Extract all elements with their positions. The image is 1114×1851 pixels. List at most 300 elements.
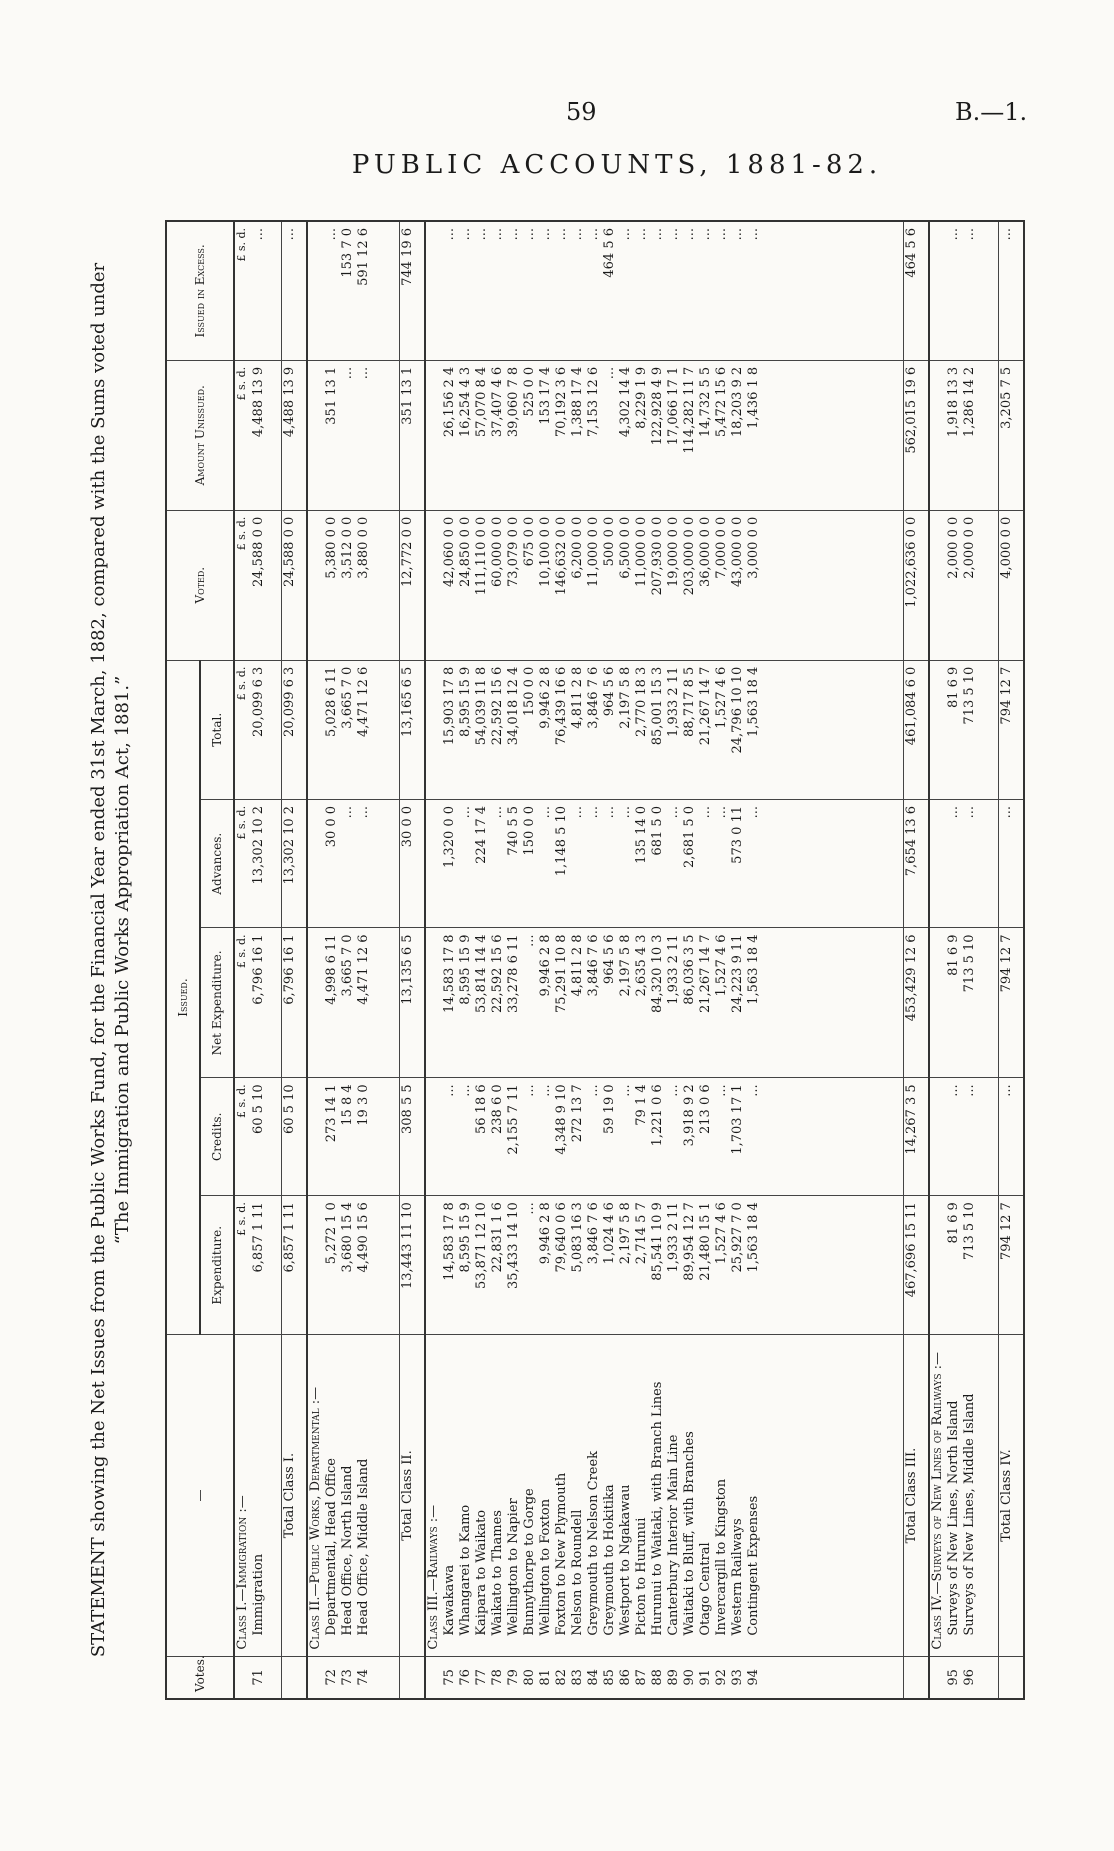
advances-values [307, 799, 400, 928]
class2-total-row [400, 221, 425, 1699]
excess-value: ... [323, 228, 339, 241]
net-value: 75,291 10 8 [553, 934, 569, 1014]
item-names [425, 1335, 904, 1656]
voted-value: 11,000 0 0 [585, 516, 601, 588]
credits-value: ... [585, 1084, 601, 1097]
advances-values [929, 799, 999, 928]
item-name: Head Office, Middle Island [355, 1458, 371, 1636]
credits-value: 59 19 0 [601, 1084, 617, 1134]
expenditure-value: 1,527 4 6 [713, 1202, 729, 1265]
class-total-value: 453,429 12 6 [903, 928, 928, 1078]
unissued-value: 17,066 17 1 [665, 366, 681, 446]
class-total-value: 461,084 6 0 [903, 660, 928, 799]
item-name: Foxton to New Plymouth [553, 1472, 569, 1636]
total-values [425, 660, 904, 799]
vote-number: 93 [729, 1669, 745, 1686]
voted-value: 500 0 0 [601, 516, 617, 567]
total-value: 4,811 2 8 [569, 666, 585, 729]
class-heading: Class III.—Railways :— [425, 1504, 441, 1650]
voted-values [307, 510, 400, 660]
total-value: 5,028 6 11 [323, 666, 339, 737]
voted-value: 36,000 0 0 [697, 516, 713, 588]
advances-value: 150 0 0 [521, 805, 537, 856]
vote-number: 75 [441, 1669, 457, 1686]
advances-value: 224 17 4 [473, 805, 489, 864]
voted-value: 43,000 0 0 [729, 516, 745, 588]
item-name: Picton to Hurunui [633, 1517, 649, 1636]
credits-value: 1,703 17 1 [729, 1084, 745, 1155]
excess-values [234, 221, 282, 360]
item-name: Surveys of New Lines, North Island [945, 1400, 961, 1636]
expenditure-value: 3,680 15 4 [339, 1202, 355, 1273]
vote-number: 72 [323, 1669, 339, 1686]
excess-value: ... [713, 228, 729, 241]
credits-value: ... [961, 1084, 977, 1097]
vote-numbers [307, 1656, 400, 1699]
excess-value: ... [537, 228, 553, 241]
vote-number: 76 [457, 1669, 473, 1686]
expenditure-value: 22,831 1 6 [489, 1202, 505, 1273]
class3-total-row [903, 221, 928, 1699]
item-name: Western Railways [729, 1518, 745, 1636]
total-value: 8,595 15 9 [457, 666, 473, 737]
unissued-value: ... [601, 366, 617, 380]
unissued-value: 1,436 1 8 [745, 366, 761, 429]
credits-value: 19 3 0 [355, 1084, 371, 1126]
net-value: 22,592 15 6 [489, 934, 505, 1014]
credits-value: ... [617, 1084, 633, 1097]
net-values [929, 928, 999, 1078]
class-total-value: 794 12 7 [999, 660, 1024, 799]
expenditure-value: 1,563 18 4 [745, 1202, 761, 1273]
advances-value: ... [355, 805, 371, 819]
excess-value: ... [945, 228, 961, 241]
header-advances: Advances. [200, 799, 234, 928]
voted-value: 146,632 0 0 [553, 516, 569, 596]
class-total-value: 13,302 10 2 [282, 799, 307, 928]
unissued-value: ... [339, 366, 355, 380]
voted-value: 42,060 0 0 [441, 516, 457, 588]
excess-value: ... [521, 228, 537, 241]
credits-value: 213 0 6 [697, 1084, 713, 1134]
vote-number: 84 [585, 1669, 601, 1686]
vote-number: 78 [489, 1669, 505, 1686]
total-value: 21,267 14 7 [697, 666, 713, 746]
class-total-value: 60 5 10 [282, 1078, 307, 1196]
advances-value: ... [601, 805, 617, 819]
net-values [234, 928, 282, 1078]
class1-rows [234, 221, 282, 1699]
excess-value: ... [697, 228, 713, 241]
voted-value: 60,000 0 0 [489, 516, 505, 588]
vote-number: 87 [633, 1669, 649, 1686]
vote-number: 80 [521, 1669, 537, 1686]
total-values [234, 660, 282, 799]
voted-value: 5,380 0 0 [323, 516, 339, 579]
unissued-value: 39,060 7 8 [505, 366, 521, 438]
class-total-value: 30 0 0 [400, 799, 425, 928]
credits-value: ... [665, 1084, 681, 1097]
advances-value: ... [585, 805, 601, 819]
unissued-value: 4,302 14 4 [617, 366, 633, 438]
expenditure-value: 2,714 5 7 [633, 1202, 649, 1265]
expenditure-value: 3,846 7 6 [585, 1202, 601, 1265]
credits-value: 56 18 6 [473, 1084, 489, 1134]
credits-value: 2,155 7 11 [505, 1084, 521, 1155]
voted-value: 10,100 0 0 [537, 516, 553, 588]
expenditure-value: 85,541 10 9 [649, 1202, 665, 1281]
class-total-value: 744 19 6 [400, 221, 425, 360]
voted-value: 6,200 0 0 [569, 516, 585, 579]
vote-numbers [425, 1656, 904, 1699]
units-label: £ s. d. [235, 228, 248, 262]
voted-value: 3,512 0 0 [339, 516, 355, 579]
units-label: £ s. d. [235, 516, 248, 551]
item-name: Departmental, Head Office [323, 1457, 339, 1636]
advances-values [425, 799, 904, 928]
total-value: 15,903 17 8 [441, 666, 457, 746]
vote-number: 96 [961, 1669, 977, 1686]
credits-value: 238 6 0 [489, 1084, 505, 1134]
advances-value: ... [945, 805, 961, 819]
excess-values [307, 221, 400, 360]
total-value: 1,527 4 6 [713, 666, 729, 729]
net-value: 86,036 3 5 [681, 934, 697, 1005]
total-values [929, 660, 999, 799]
advances-value: ... [339, 805, 355, 819]
advances-value: ... [961, 805, 977, 819]
page-number: 59 [566, 98, 597, 126]
units-label: £ s. d. [235, 1084, 248, 1119]
net-value: 33,278 6 11 [505, 934, 521, 1014]
item-name: Waikato to Thames [489, 1510, 505, 1636]
class-total-label: Total Class IV. [999, 1335, 1024, 1656]
class-total-value: 13,165 6 5 [400, 660, 425, 799]
credits-value: 4,348 9 10 [553, 1084, 569, 1155]
credits-value: 3,918 9 2 [681, 1084, 697, 1147]
statement-caption [87, 220, 136, 1700]
unissued-values [234, 360, 282, 510]
net-value: 1,527 4 6 [713, 934, 729, 997]
unissued-value: 122,928 4 9 [649, 366, 665, 446]
net-value: ... [521, 934, 537, 947]
unissued-value: ... [355, 366, 371, 380]
voted-value: 6,500 0 0 [617, 516, 633, 579]
total-value: 24,796 10 10 [729, 666, 745, 754]
vote-number: 92 [713, 1669, 729, 1686]
item-name: Wellington to Napier [505, 1498, 521, 1636]
class4-total-row [999, 221, 1024, 1699]
class4-rows [929, 221, 999, 1699]
advances-value: ... [489, 805, 505, 819]
item-name: Greymouth to Nelson Creek [585, 1450, 601, 1636]
header-issued: Issued. [166, 660, 200, 1335]
net-value: 6,796 16 1 [251, 934, 266, 1005]
net-value: 24,223 9 11 [729, 934, 745, 1014]
statement-title-line2: “The Immigration and Public Works Appropriation Act, 1881.” [112, 675, 134, 1245]
total-value: 2,770 18 3 [633, 666, 649, 737]
net-value: 1,933 2 11 [665, 934, 681, 1005]
expenditure-value: 79,640 0 6 [553, 1202, 569, 1273]
advances-value: ... [617, 805, 633, 819]
item-name: Waitaki to Bluff, with Branches [681, 1431, 697, 1636]
expenditure-values [425, 1196, 904, 1335]
net-value: 9,946 2 8 [537, 934, 553, 997]
advances-value: ... [457, 805, 473, 819]
class-total-value: 467,696 15 11 [903, 1196, 928, 1335]
vote-numbers [234, 1656, 282, 1699]
unissued-value: 1,388 17 4 [569, 366, 585, 438]
total-value: 3,846 7 6 [585, 666, 601, 729]
class-heading: Class IV.—Surveys of New Lines of Railways :— [929, 1351, 945, 1650]
net-value: 84,320 10 3 [649, 934, 665, 1014]
advances-value: ... [697, 805, 713, 819]
item-name: Kaipara to Waikato [473, 1509, 489, 1636]
class-total-label: Total Class I. [282, 1335, 307, 1656]
excess-value: ... [473, 228, 489, 241]
header-total: Total. [200, 660, 234, 799]
credits-value: ... [945, 1084, 961, 1097]
excess-value: ... [585, 228, 601, 241]
class-total-value: 351 13 1 [400, 360, 425, 510]
total-value: 3,665 7 0 [339, 666, 355, 729]
unissued-value: 5,472 15 6 [713, 366, 729, 438]
net-value: 14,583 17 8 [441, 934, 457, 1014]
advances-value: ... [665, 805, 681, 819]
net-value: 4,998 6 11 [323, 934, 339, 1005]
total-value: 150 0 0 [521, 666, 537, 717]
item-name: Wellington to Foxton [537, 1498, 553, 1636]
vote-number: 83 [569, 1669, 585, 1686]
total-value: 20,099 6 3 [251, 666, 266, 737]
expenditure-value: 9,946 2 8 [537, 1202, 553, 1265]
class-total-value: ... [999, 221, 1024, 360]
total-value: 9,946 2 8 [537, 666, 553, 729]
statement-title-line1: STATEMENT showing the Net Issues from the Public Works Fund, for the Financial Year ended 31st March, 1882, compared with the Sums voted under [88, 262, 109, 1658]
advances-values [234, 799, 282, 928]
header-credits: Credits. [200, 1078, 234, 1196]
credits-value: ... [457, 1084, 473, 1097]
class-total-value: 14,267 3 5 [903, 1078, 928, 1196]
expenditure-value: ... [521, 1202, 537, 1215]
vote-number: 77 [473, 1669, 489, 1686]
voted-value: 24,850 0 0 [457, 516, 473, 588]
expenditure-values [234, 1196, 282, 1335]
voted-value: 11,000 0 0 [633, 516, 649, 588]
excess-value: ... [553, 228, 569, 241]
net-values [307, 928, 400, 1078]
item-name: Otago Central [697, 1542, 713, 1636]
voted-value: 7,000 0 0 [713, 516, 729, 579]
excess-value: ... [633, 228, 649, 241]
unissued-value: 114,282 11 7 [681, 366, 697, 454]
item-name: Canterbury Interior Main Line [665, 1434, 681, 1636]
credits-value: ... [441, 1084, 457, 1097]
vote-number: 90 [681, 1669, 697, 1686]
advances-value: ... [745, 805, 761, 819]
excess-value: ... [505, 228, 521, 241]
item-names [929, 1335, 999, 1656]
total-value: 1,933 2 11 [665, 666, 681, 737]
credits-values [234, 1078, 282, 1196]
class-total-value: 4,488 13 9 [282, 360, 307, 510]
vote-number: 88 [649, 1669, 665, 1686]
class-total-value: 12,772 0 0 [400, 510, 425, 660]
excess-value: ... [681, 228, 697, 241]
expenditure-values [307, 1196, 400, 1335]
header-net-expenditure: Net Expenditure. [200, 928, 234, 1078]
advances-value: 681 5 0 [649, 805, 665, 856]
class-total-value: 562,015 19 6 [903, 360, 928, 510]
advances-value: 2,681 5 0 [681, 805, 697, 868]
total-values [307, 660, 400, 799]
excess-values [929, 221, 999, 360]
class1-total-row [282, 221, 307, 1699]
class3-rows [425, 221, 904, 1699]
class-total-value: ... [999, 1078, 1024, 1196]
class-total-value: 13,135 6 5 [400, 928, 425, 1078]
expenditure-value: 1,024 4 6 [601, 1202, 617, 1265]
unissued-values [307, 360, 400, 510]
voted-value: 2,000 0 0 [945, 516, 961, 579]
class-total-value: ... [282, 221, 307, 360]
voted-value: 73,079 0 0 [505, 516, 521, 588]
unissued-value: 7,153 12 6 [585, 366, 601, 438]
item-name: Hurunui to Waitaki, with Branch Lines [649, 1381, 665, 1636]
item-names [307, 1335, 400, 1656]
advances-value: 135 14 0 [633, 805, 649, 864]
net-value: 3,665 7 0 [339, 934, 355, 997]
voted-values [425, 510, 904, 660]
unissued-value: 525 0 0 [521, 366, 537, 417]
class-total-value: 308 5 5 [400, 1078, 425, 1196]
vote-number: 94 [745, 1669, 761, 1686]
header-voted: Voted. [166, 510, 234, 660]
excess-value: ... [961, 228, 977, 241]
voted-value: 2,000 0 0 [961, 516, 977, 579]
unissued-value: 8,229 1 9 [633, 366, 649, 429]
unissued-value: 37,407 4 6 [489, 366, 505, 438]
class-total-value: 6,796 16 1 [282, 928, 307, 1078]
advances-value: ... [569, 805, 585, 819]
total-value: 85,001 15 3 [649, 666, 665, 746]
voted-value: 203,000 0 0 [681, 516, 697, 596]
units-label: £ s. d. [235, 666, 248, 701]
voted-value: 3,880 0 0 [355, 516, 371, 579]
units-label: £ s. d. [235, 1202, 248, 1236]
excess-value: ... [617, 228, 633, 241]
net-value: 81 6 9 [945, 934, 961, 976]
expenditure-value: 21,480 15 1 [697, 1202, 713, 1281]
unissued-value: 57,070 8 4 [473, 366, 489, 438]
net-values [425, 928, 904, 1078]
expenditure-values [929, 1196, 999, 1335]
excess-values [425, 221, 904, 360]
total-value: 76,439 16 6 [553, 666, 569, 746]
expenditure-value: 6,857 1 11 [251, 1202, 266, 1273]
vote-number: 85 [601, 1669, 617, 1686]
voted-value: 24,588 0 0 [251, 516, 266, 588]
unissued-value: 4,488 13 9 [251, 366, 266, 438]
item-name: Surveys of New Lines, Middle Island [961, 1393, 977, 1636]
total-value: 713 5 10 [961, 666, 977, 725]
item-name: Greymouth to Hokitika [601, 1484, 617, 1636]
credits-value: 1,221 0 6 [649, 1084, 665, 1147]
unissued-value: 153 17 4 [537, 366, 553, 425]
voted-value: 111,110 0 0 [473, 516, 489, 596]
total-value: 88,717 8 5 [681, 666, 697, 737]
expenditure-value: 25,927 7 0 [729, 1202, 745, 1273]
voted-value: 675 0 0 [521, 516, 537, 567]
class-total-value: 13,443 11 10 [400, 1196, 425, 1335]
excess-value: ... [649, 228, 665, 241]
units-label: £ s. d. [235, 934, 248, 969]
voted-values [234, 510, 282, 660]
class-total-value: 6,857 1 11 [282, 1196, 307, 1335]
page-title: PUBLIC ACCOUNTS, 1881-82. [351, 150, 883, 180]
vote-number: 82 [553, 1669, 569, 1686]
expenditure-value: 53,871 12 10 [473, 1202, 489, 1290]
net-value: 2,197 5 8 [617, 934, 633, 997]
credits-value: 60 5 10 [251, 1084, 266, 1134]
net-value: 4,471 12 6 [355, 934, 371, 1005]
total-value: 4,471 12 6 [355, 666, 371, 737]
unissued-value: 70,192 3 6 [553, 366, 569, 438]
class-total-value: ... [999, 799, 1024, 928]
expenditure-value: 4,490 15 6 [355, 1202, 371, 1273]
advances-value: 573 0 11 [729, 805, 745, 864]
unissued-value: 26,156 2 4 [441, 366, 457, 438]
item-name: Nelson to Roundell [569, 1509, 585, 1636]
item-name: Westport to Ngakawau [617, 1484, 633, 1636]
expenditure-value: 89,954 12 7 [681, 1202, 697, 1281]
vote-number: 71 [251, 1669, 266, 1686]
credits-value: ... [745, 1084, 761, 1097]
credits-values [929, 1078, 999, 1196]
voted-value: 207,930 0 0 [649, 516, 665, 596]
item-name: Contingent Expenses [745, 1495, 761, 1636]
item-name: Immigration [251, 1553, 266, 1636]
header-votes: Votes. [166, 1656, 234, 1699]
item-name: Head Office, North Island [339, 1465, 355, 1636]
excess-value: 464 5 6 [601, 228, 617, 278]
total-value: 22,592 15 6 [489, 666, 505, 746]
excess-value: ... [251, 228, 266, 241]
unissued-values [425, 360, 904, 510]
net-value: 21,267 14 7 [697, 934, 713, 1014]
item-name: Kawakawa [441, 1564, 457, 1636]
net-value: 1,563 18 4 [745, 934, 761, 1005]
voted-values [929, 510, 999, 660]
units-label: £ s. d. [235, 366, 248, 401]
net-value: 713 5 10 [961, 934, 977, 993]
excess-value: ... [489, 228, 505, 241]
advances-value: 1,148 5 10 [553, 805, 569, 877]
header-amount-unissued: Amount Unissued. [166, 360, 234, 510]
excess-value: 591 12 6 [355, 228, 371, 286]
unissued-value: 351 13 1 [323, 366, 339, 425]
expenditure-value: 14,583 17 8 [441, 1202, 457, 1281]
class-total-value: 24,588 0 0 [282, 510, 307, 660]
voted-value: 3,000 0 0 [745, 516, 761, 579]
total-value: 54,039 11 8 [473, 666, 489, 746]
excess-value: ... [441, 228, 457, 241]
expenditure-value: 5,083 16 3 [569, 1202, 585, 1273]
class-total-value: 794 12 7 [999, 928, 1024, 1078]
expenditure-value: 35,433 14 10 [505, 1202, 521, 1290]
class-total-label: Total Class III. [903, 1335, 928, 1656]
unissued-value: 14,732 5 5 [697, 366, 713, 438]
